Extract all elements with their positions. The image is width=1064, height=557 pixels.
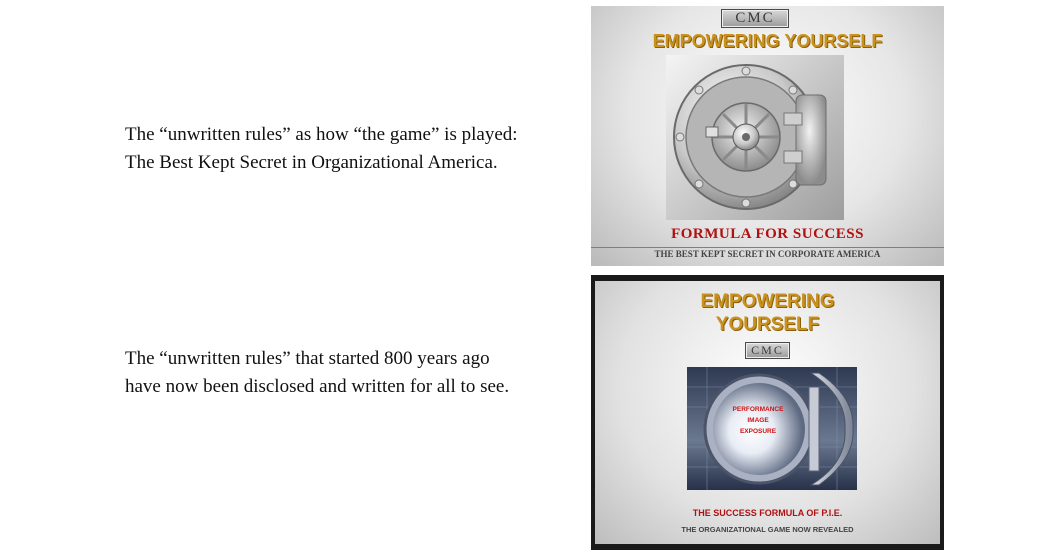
open-vault-image <box>687 367 857 490</box>
paragraph-line: have now been disclosed and written for all to see. <box>125 376 510 397</box>
paragraph-line: The “unwritten rules” that started 800 years ago <box>125 348 490 369</box>
formula-heading: THE SUCCESS FORMULA OF P.I.E. <box>692 508 843 518</box>
formula-heading: FORMULA FOR SUCCESS <box>671 226 864 242</box>
vault-door-image <box>666 55 844 220</box>
slide-subtitle: THE BEST KEPT SECRET IN CORPORATE AMERICA <box>591 247 944 259</box>
slide-content <box>595 281 940 544</box>
pie-exposure: EXPOSURE <box>739 428 777 435</box>
slide-formula-for-success <box>591 6 944 266</box>
cmc-logo-badge: CMC <box>721 9 789 28</box>
pie-acronym <box>723 404 793 437</box>
paragraph-line: The “unwritten rules” as how “the game” is played: <box>125 124 518 145</box>
pie-image: IMAGE <box>747 417 769 424</box>
paragraph-unwritten-rules-disclosed <box>125 345 509 401</box>
slide-subtitle: THE ORGANIZATIONAL GAME NOW REVEALED <box>681 525 854 534</box>
slide-title: EMPOWERING YOURSELF <box>652 31 883 51</box>
slide-title-line1: EMPOWERING <box>700 291 835 312</box>
slide-pie-formula <box>591 275 944 550</box>
cmc-logo-badge: CMC <box>745 342 790 359</box>
pie-performance: PERFORMANCE <box>732 406 784 413</box>
paragraph-line: The Best Kept Secret in Organizational America. <box>125 152 498 173</box>
vault-door-icon <box>666 55 844 220</box>
paragraph-unwritten-rules-game <box>125 121 518 177</box>
slide-title-line2: YOURSELF <box>715 314 820 335</box>
